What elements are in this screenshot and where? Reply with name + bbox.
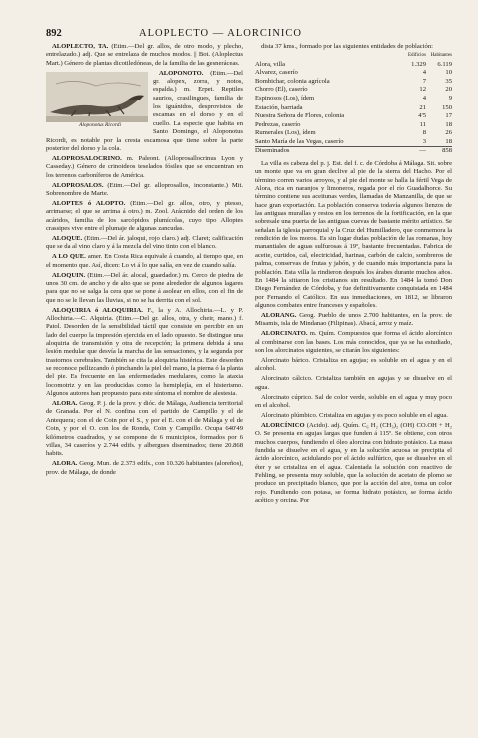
habitantes-value: 26 <box>445 129 452 137</box>
entry-text: Alorcinato cálcico. Cristaliza también en agujas y se disuelve en el agua. <box>255 375 452 391</box>
entry <box>255 422 452 506</box>
column-header: Edificios <box>407 53 426 59</box>
table-row <box>255 112 452 121</box>
place-name: Alora, villa <box>255 60 286 68</box>
edificios-value: 4 <box>422 94 426 102</box>
entry-text: F., la y A. Allochiria.—L. y P. Allochiria.—C. Alquiria. (Etim.—Del gr. allos, otra, y cheir, mano.) f. Patol. Desorden de la sensibilidad táctil que consiste en percibir en un lado del cuerpo la impresión ejercida en el lado opuesto. Se distingue una aloquiria de transmisión y otra de recepción; la primera debida á una lesión medular que desvía la marcha de las sensaciones, y la segunda por trastornos cerebrales. También se cita la aloquiria histérica. Este desorden se reconoce pellizcando ó pinchando la piel del mano, la pierna ó la planta del pie. Es frecuente en las enfermedades medulares, como la ataxia locomotriz y en las producidas como la hemiplejía, en el histerismo. Algunos autores han propuesto para este síntoma el nombre de alestesia. <box>46 306 243 398</box>
habitantes-value: 17 <box>445 112 452 120</box>
entry <box>46 235 243 252</box>
entry-headword: ALORCÍNICO <box>261 421 305 429</box>
table-row <box>255 129 452 138</box>
entry-headword: ALOPROSALOS. <box>52 181 104 189</box>
habitantes-value: 9 <box>448 94 452 102</box>
entry-headword: ALOPROSALOCRINO. <box>52 154 122 162</box>
table-row <box>255 138 452 147</box>
edificios-value: 7 <box>422 77 426 85</box>
entry <box>46 272 243 305</box>
entry-text: Alorcinato bárico. Cristaliza en agujas; es soluble en el agua y en el alcohol. <box>255 356 452 373</box>
edificios-value: 8 <box>422 129 426 137</box>
habitantes-value: 18 <box>445 120 452 128</box>
entry <box>255 330 452 355</box>
edificios-value: 4 <box>422 69 426 77</box>
entry-text: (Etim.—Del gr. allos, otro, y ptesso, arrimarse; el que se arrima á otro.) m. Zool. Arácnido del orden de los acáridos, familia de los sarcópidos plumícolas, cuyo tipo Alloptes crassipes vive entre el plumaje de algunas zancudas. <box>46 199 243 232</box>
entry <box>255 43 452 51</box>
right-column <box>255 43 452 507</box>
entry-text: La villa es cabeza del p. j. Est. del f. c. de Córdoba á Málaga. Sit. sobre un monte que va en gran declive al pie de la sierra del Hacho. Por el término corren varios arroyos, y al pie del monte se halla la fértil Vega de Alora, rica en naranjos y limoneros, regada por el río Guadalhorce. Su término contiene sus aceitunas verdes, llamadas de Manzanilla, de que se hace gran exportación. La población conserva todavía algunos lienzos de las antiguas murallas y restos en los terrenos de la fortificación, en la que sobresale una puerta de las antiguas cuevas de bastante mérito artístico. Se señalan la iglesia parroquial y la Cruz del Humilladero, que conmemora la rendición de los moros. Es sin lugar dudas población de las romanas, hoy manantiales de aguas sulfurosas á 19º, bastante frecuentadas. Fabrica de aceite, curtidos, cal, electricidad, harinas, carbón de calcio, sombreros de palma, conservas de frutas y jabón, y de cuando más importancia para la población. Esta villa la rindieron después los árabes durante muchos años. En 1484 la sitiaron los cristianos sin resultado. En 1484 la tomó Don Diego Fernández de Córdoba, y fue definitivamente conquistada en 1484 por Fernando el Católico. En sus inmediaciones, en 1812, se libraron algunos combates entre franceses y españoles. <box>255 159 452 309</box>
page-header <box>46 28 452 39</box>
entry <box>255 357 452 374</box>
habitantes-value: 858 <box>426 147 452 156</box>
edificios-value: 11 <box>419 120 426 128</box>
entry <box>46 70 243 154</box>
table-row <box>255 69 452 78</box>
entry-headword: ALOPONOTO. <box>159 69 204 77</box>
two-column-body <box>46 43 452 507</box>
lizard-illustration <box>46 72 148 122</box>
habitantes-value: 35 <box>445 77 452 85</box>
entry <box>46 307 243 399</box>
left-column <box>46 43 243 507</box>
page-number: 892 <box>46 28 62 39</box>
table-row <box>255 86 452 95</box>
entry-text: Alorcinato plúmbico. Cristaliza en agujas y es poco soluble en el agua. <box>261 411 448 419</box>
entry-text: (Etim.—Del ár. jaloqui, rojo claro.) adj. Claret; calificación que se da al vino claro y á la mezcla del vino tinto con el blanco. <box>46 234 243 251</box>
entry-text: (Acido). adj. Quím. C₆ H₂ (CH₃)₂ (OH) CO.OH + H₂ O. Se presenta en agujas largas que funden á 115º. Se obtiene, con otros muchos cuerpos, fundiendo el óleo alorcina con hidrato potásico. La masa fundida se disuelve en el agua, y en la solución acuosa se precipita el ácido alorcínico, acidulando por el ácido sulfúrico, que se disuelve en el éter y se cristaliza en el agua. Calentada la solución con reactivo de Fehling, se presenta muy soluble, que la solución de acetato de plomo se produce un precipitado blanco, que por la acción del aire, toma un color rojo. Fundiendo con potasa, se forma hidrato potásico, se forma ácido acético y orcina. Por <box>255 421 452 505</box>
entry <box>255 412 452 420</box>
figure <box>46 72 148 130</box>
entry-text: Alorcinato cúprico. Sal de color verde, soluble en el agua y muy poco en el alcohol. <box>255 393 452 409</box>
place-name: Alvarez, caserío <box>255 69 298 77</box>
habitantes-value: 6.119 <box>437 60 452 68</box>
place-name: Nuestra Señora de Flores, colonia <box>255 112 345 120</box>
entry <box>46 460 243 477</box>
table-body <box>255 61 452 156</box>
column-header: Habitantes <box>430 53 452 59</box>
entry-text: Geog. Pueblo de unos 2.700 habitantes, en la prov. de Misamis, isla de Mindanao (Filipinas). Abacá, arroz y maíz. <box>255 311 452 328</box>
entry-headword: A LO QUE. <box>52 253 86 261</box>
place-name: Espinosos (Los), ídem <box>255 94 315 102</box>
entry-headword: ALOQUIRIA ó ALOQUIRIA. <box>52 306 143 314</box>
table-row <box>255 95 452 104</box>
edificios-value: 12 <box>419 86 426 94</box>
entry-headword: ALOQUE. <box>52 234 83 242</box>
place-name: Diseminados <box>255 147 400 156</box>
entry-text: (Etim.—Del gr. allos, de otro modo, y plecho, entrelazado.) adj. Que se entrelaza de muchos modos. || Bot. (Aloplectus Mart.) Género de plantas dicotiledóneas, de la familia de las gesneráceas. <box>46 43 243 67</box>
entry-headword: ALORA. <box>52 460 78 468</box>
table-header-row <box>255 53 452 60</box>
entry-headword: ALORCINATO. <box>261 330 308 338</box>
entry-text: dista 37 kms., formado por las siguientes entidades de población: <box>261 43 433 50</box>
edificios-value: 3 <box>422 137 426 145</box>
entry-headword: ALORA. <box>52 400 78 408</box>
entry-headword: ALOPLECTO, TA. <box>52 43 109 50</box>
entry-headword: ALOPTES ó ALOPTO. <box>52 199 126 207</box>
edificios-value: 21 <box>419 103 426 111</box>
table-row <box>255 61 452 70</box>
place-name: Santo María de las Vegas, caserío <box>255 137 344 145</box>
entry-headword: ALORANG. <box>261 311 297 319</box>
entry <box>255 160 452 310</box>
entry-text: Geog. P. j. de la prov. y dióc. de Málaga, Audiencia territorial de Granada. Por el N. confina con el partido de Campillo y el de Antequera; con el de Coin por el S., y por el E. con el de Málaga y el de Coin, y por el O. con los de Ronda, Coin y Campillo. Ocupa 640'49 kilómetros cuadrados, y se compone de 6 municipios, formados por 6 villas, 34 caseríos y 2.744 edifs. y albergues diseminados; tiene 20.868 habits. <box>46 400 243 458</box>
running-title: ALOPLECTO — ALORCINICO <box>139 28 302 39</box>
entry <box>46 43 243 68</box>
entry <box>46 400 243 459</box>
table-row <box>255 147 452 156</box>
table-row <box>255 121 452 130</box>
edificios-value: 1.329 <box>411 60 426 68</box>
figure-caption: Aloponotus Ricordi <box>79 121 121 128</box>
place-name: Rumerales (Los), ídem <box>255 129 316 137</box>
entry-text: (Etim.—Del gr. alopex, zorra, y notos, espalda.) m. Erpet. Reptiles saurios, crasilingues, familia de los iguánidos, desprovistos de escamas en el dorso y en el cuello. La especie que habita en Santo Domingo, el Aloponotus Ricordi, es notable por la cresta escamosa que tiene sobre la parte posterior del dorso y la cola. <box>46 69 243 152</box>
entry <box>46 155 243 180</box>
entry <box>46 200 243 233</box>
entry <box>255 375 452 392</box>
entry-text: m. Quím. Compuestos que forma el ácido alorcínico al combinarse con las bases. Los más conocidos, que ya se ha estudiado, son los alorcinatos siguientes, se citarán los siguientes: <box>255 330 452 354</box>
entry-text: (Etim.—Del ár. alocal, guardador.) m. Cerco de piedra de unos 30 cm. de ancho y de alto que se pone alrededor de algunos lagares para que no se salga la cera que se pone á asolear en ellos, con el fin de que no se le llevan las lluvias, si no se ha derrita con el sol. <box>46 271 243 304</box>
edificios-value: 4'5 <box>418 112 426 120</box>
entry <box>46 253 243 270</box>
entry-text: Geog. Mun. de 2.373 edifs., con 10.326 habitantes (aloreños), prov. de Málaga, de donde <box>46 460 243 476</box>
entry <box>255 394 452 411</box>
entry <box>46 182 243 199</box>
place-name: Estación, barriada <box>255 103 303 111</box>
habitantes-value: 10 <box>445 69 452 77</box>
place-name: Chorro (El), caserío <box>255 86 308 94</box>
entry-text: (Etim.—Del gr. alloprosallos, inconstante.) Mit. Sobrenombre de Marte. <box>46 181 243 197</box>
entry-text: amer. En Costa Rica equivale á cuando, al tiempo que, en el momento que. Así, dicen: Lo vi á lo que salía, en vez de cuando salía. <box>46 253 243 269</box>
entry-text: m. Paleont. (Alloprosallocrinus Lyon y Casseday.) Género de crinoideos teselados fósiles que se encuentran en los terrenos carboníferos de América. <box>46 154 243 179</box>
entry <box>255 312 452 329</box>
habitantes-value: 20 <box>445 86 452 94</box>
entry-headword: ALOQUIN. <box>52 271 86 279</box>
edificios-value: — <box>400 147 426 156</box>
table-row <box>255 78 452 87</box>
population-table <box>255 53 452 156</box>
place-name: Pedrezas, caserío <box>255 120 301 128</box>
place-name: Bombichar, colonia agrícola <box>255 77 330 85</box>
table-row <box>255 104 452 113</box>
habitantes-value: 150 <box>442 103 452 111</box>
habitantes-value: 18 <box>445 137 452 145</box>
